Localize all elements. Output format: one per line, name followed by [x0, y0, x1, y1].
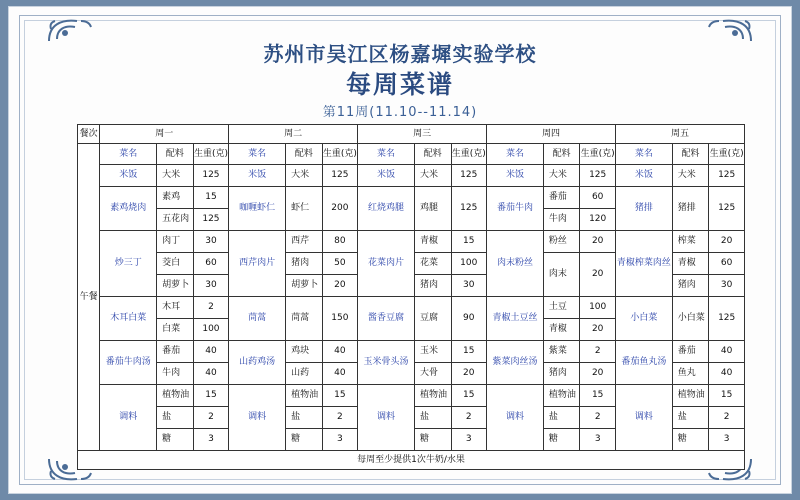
ingredient-weight: 125 [451, 165, 487, 187]
ingredient-weight: 20 [580, 319, 616, 341]
ingredient-weight: 3 [193, 429, 229, 451]
dish-name: 番茄牛肉汤 [100, 341, 157, 385]
ingredient-weight: 125 [709, 297, 745, 341]
ingredient-name: 猪肉 [672, 275, 709, 297]
ingredient-weight: 3 [580, 429, 616, 451]
ingredient-name: 植物油 [414, 385, 451, 407]
dish-name: 素鸡烧肉 [100, 187, 157, 231]
ingredient-weight: 40 [709, 363, 745, 385]
ingredient-weight: 20 [451, 363, 487, 385]
dish-name: 调料 [615, 385, 672, 451]
ingredient-name: 肉末 [543, 253, 580, 297]
weekly-menu-table [77, 124, 745, 470]
ingredient-name: 胡萝卜 [157, 275, 194, 297]
dish-name: 米饭 [100, 165, 157, 187]
ingredient-weight: 40 [322, 363, 358, 385]
dish-name: 调料 [229, 385, 286, 451]
ingredient-weight: 3 [709, 429, 745, 451]
weight-column-header: 生重(克) [193, 144, 229, 165]
table-row [78, 187, 745, 209]
menu-sheet [8, 6, 792, 494]
ingredient-weight: 60 [193, 253, 229, 275]
table-row [78, 125, 745, 144]
ingredient-name: 青椒 [414, 231, 451, 253]
ingredient-weight: 3 [451, 429, 487, 451]
ingredient-name: 番茄 [543, 187, 580, 209]
ingredient-name: 山药 [286, 363, 323, 385]
weight-column-header: 生重(克) [580, 144, 616, 165]
dish-name: 山药鸡汤 [229, 341, 286, 385]
dish-column-header: 菜名 [100, 144, 157, 165]
ingredient-name: 糖 [157, 429, 194, 451]
dish-name: 花菜肉片 [358, 231, 415, 297]
ingredient-weight: 15 [193, 385, 229, 407]
ingredient-weight: 2 [322, 407, 358, 429]
ingredient-weight: 125 [709, 187, 745, 231]
ingredient-name: 牛肉 [543, 209, 580, 231]
ingredient-name: 盐 [157, 407, 194, 429]
table-row [78, 451, 745, 470]
table-row [78, 385, 745, 407]
ingredient-weight: 15 [451, 385, 487, 407]
ingredient-weight: 20 [322, 275, 358, 297]
ingredient-weight: 2 [193, 297, 229, 319]
ingredient-name: 大骨 [414, 363, 451, 385]
ingredient-weight: 40 [322, 341, 358, 363]
ingredient-name: 糖 [543, 429, 580, 451]
ingredient-name: 盐 [414, 407, 451, 429]
ingredient-name: 植物油 [672, 385, 709, 407]
ingredient-name: 豆腐 [414, 297, 451, 341]
ingredient-weight: 2 [580, 407, 616, 429]
ingredient-name: 西芹 [286, 231, 323, 253]
ingredient-name: 猪排 [672, 187, 709, 231]
ingredient-name: 鸡块 [286, 341, 323, 363]
ingredient-name: 盐 [543, 407, 580, 429]
ingredient-weight: 125 [322, 165, 358, 187]
ingredient-name: 玉米 [414, 341, 451, 363]
ingredient-weight: 120 [580, 209, 616, 231]
ingredient-name: 糖 [414, 429, 451, 451]
ingredient-name: 植物油 [157, 385, 194, 407]
dish-name: 调料 [358, 385, 415, 451]
dish-column-header: 菜名 [487, 144, 544, 165]
day-header: 周二 [229, 125, 358, 144]
ingredient-name: 茭白 [157, 253, 194, 275]
table-row [78, 165, 745, 187]
dish-name: 猪排 [615, 187, 672, 231]
dish-name: 咖喱虾仁 [229, 187, 286, 231]
ingredient-weight: 150 [322, 297, 358, 341]
day-header: 周四 [487, 125, 616, 144]
ingredient-weight: 40 [193, 363, 229, 385]
ingredient-weight: 20 [580, 363, 616, 385]
dish-column-header: 菜名 [615, 144, 672, 165]
day-header: 周一 [100, 125, 229, 144]
dish-name: 肉末粉丝 [487, 231, 544, 297]
dish-name: 米饭 [615, 165, 672, 187]
dish-name: 红烧鸡腿 [358, 187, 415, 231]
ingredient-name: 番茄 [157, 341, 194, 363]
ingredient-weight: 125 [709, 165, 745, 187]
meal-column-header: 餐次 [78, 125, 100, 144]
ingredient-name: 番茄 [672, 341, 709, 363]
dish-name: 调料 [100, 385, 157, 451]
ingredient-name: 大米 [157, 165, 194, 187]
menu-title: 每周菜谱 [345, 70, 454, 99]
dish-name: 调料 [487, 385, 544, 451]
dish-column-header: 菜名 [358, 144, 415, 165]
ingredient-name: 猪肉 [543, 363, 580, 385]
dish-name: 炒三丁 [100, 231, 157, 297]
ingredient-name: 土豆 [543, 297, 580, 319]
dish-name: 小白菜 [615, 297, 672, 341]
ingredient-weight: 60 [580, 187, 616, 209]
ingredient-weight: 100 [451, 253, 487, 275]
dish-column-header: 菜名 [229, 144, 286, 165]
table-row [78, 297, 745, 319]
ingredient-weight: 20 [580, 253, 616, 297]
ingredient-column-header: 配料 [543, 144, 580, 165]
ingredient-weight: 30 [709, 275, 745, 297]
ingredient-name: 肉丁 [157, 231, 194, 253]
dish-name: 西芹肉片 [229, 231, 286, 297]
ingredient-name: 木耳 [157, 297, 194, 319]
day-header: 周三 [358, 125, 487, 144]
ingredient-name: 大米 [286, 165, 323, 187]
ingredient-name: 糖 [672, 429, 709, 451]
ingredient-weight: 125 [193, 209, 229, 231]
ingredient-name: 胡萝卜 [286, 275, 323, 297]
ingredient-weight: 20 [709, 231, 745, 253]
ingredient-weight: 60 [709, 253, 745, 275]
ingredient-weight: 15 [580, 385, 616, 407]
ingredient-name: 青椒 [543, 319, 580, 341]
ingredient-weight: 80 [322, 231, 358, 253]
ingredient-name: 猪肉 [286, 253, 323, 275]
ingredient-weight: 125 [580, 165, 616, 187]
meal-label: 午餐 [78, 144, 100, 451]
ingredient-name: 榨菜 [672, 231, 709, 253]
ingredient-name: 植物油 [543, 385, 580, 407]
dish-name: 米饭 [358, 165, 415, 187]
ingredient-weight: 15 [709, 385, 745, 407]
ingredient-weight: 100 [580, 297, 616, 319]
week-range: 第11周(11.10--11.14) [322, 105, 478, 120]
day-header: 周五 [615, 125, 744, 144]
ingredient-name: 牛肉 [157, 363, 194, 385]
ingredient-name: 粉丝 [543, 231, 580, 253]
ingredient-name: 鱼丸 [672, 363, 709, 385]
ingredient-weight: 2 [193, 407, 229, 429]
ingredient-weight: 15 [451, 231, 487, 253]
ingredient-weight: 50 [322, 253, 358, 275]
ingredient-weight: 90 [451, 297, 487, 341]
ingredient-column-header: 配料 [286, 144, 323, 165]
ingredient-column-header: 配料 [414, 144, 451, 165]
ingredient-weight: 15 [193, 187, 229, 209]
ingredient-name: 大米 [414, 165, 451, 187]
dish-name: 米饭 [487, 165, 544, 187]
menu-footer-note: 每周至少提供1次牛奶/水果 [78, 451, 745, 470]
ingredient-weight: 2 [709, 407, 745, 429]
dish-name: 番茄牛肉 [487, 187, 544, 231]
dish-name: 青椒榨菜肉丝 [615, 231, 672, 297]
table-row [78, 144, 745, 165]
ingredient-weight: 125 [193, 165, 229, 187]
dish-name: 玉米骨头汤 [358, 341, 415, 385]
ingredient-name: 紫菜 [543, 341, 580, 363]
dish-name: 米饭 [229, 165, 286, 187]
ingredient-name: 植物油 [286, 385, 323, 407]
weight-column-header: 生重(克) [451, 144, 487, 165]
weight-column-header: 生重(克) [322, 144, 358, 165]
table-row [78, 341, 745, 363]
ingredient-weight: 40 [709, 341, 745, 363]
ingredient-weight: 125 [451, 187, 487, 231]
ingredient-name: 素鸡 [157, 187, 194, 209]
weight-column-header: 生重(克) [709, 144, 745, 165]
ingredient-name: 盐 [286, 407, 323, 429]
ingredient-name: 糖 [286, 429, 323, 451]
school-name: 苏州市吴江区杨嘉墀实验学校 [263, 42, 537, 66]
ingredient-name: 盐 [672, 407, 709, 429]
ingredient-name: 青椒 [672, 253, 709, 275]
dish-name: 青椒土豆丝 [487, 297, 544, 341]
ingredient-weight: 30 [193, 231, 229, 253]
dish-name: 茼蒿 [229, 297, 286, 341]
table-row [78, 231, 745, 253]
ingredient-name: 五花肉 [157, 209, 194, 231]
ingredient-weight: 30 [451, 275, 487, 297]
ingredient-weight: 2 [580, 341, 616, 363]
dish-name: 番茄鱼丸汤 [615, 341, 672, 385]
ingredient-name: 虾仁 [286, 187, 323, 231]
ingredient-weight: 2 [451, 407, 487, 429]
ingredient-name: 茼蒿 [286, 297, 323, 341]
ingredient-weight: 200 [322, 187, 358, 231]
ingredient-column-header: 配料 [157, 144, 194, 165]
ingredient-weight: 3 [322, 429, 358, 451]
ingredient-name: 白菜 [157, 319, 194, 341]
ingredient-weight: 40 [193, 341, 229, 363]
ingredient-weight: 15 [451, 341, 487, 363]
dish-name: 紫菜肉丝汤 [487, 341, 544, 385]
ingredient-name: 大米 [672, 165, 709, 187]
ingredient-name: 小白菜 [672, 297, 709, 341]
ingredient-weight: 15 [322, 385, 358, 407]
ingredient-column-header: 配料 [672, 144, 709, 165]
ingredient-name: 花菜 [414, 253, 451, 275]
ingredient-weight: 100 [193, 319, 229, 341]
dish-name: 酱香豆腐 [358, 297, 415, 341]
ingredient-name: 鸡腿 [414, 187, 451, 231]
ingredient-weight: 20 [580, 231, 616, 253]
ingredient-name: 大米 [543, 165, 580, 187]
ingredient-weight: 30 [193, 275, 229, 297]
dish-name: 木耳白菜 [100, 297, 157, 341]
ingredient-name: 猪肉 [414, 275, 451, 297]
